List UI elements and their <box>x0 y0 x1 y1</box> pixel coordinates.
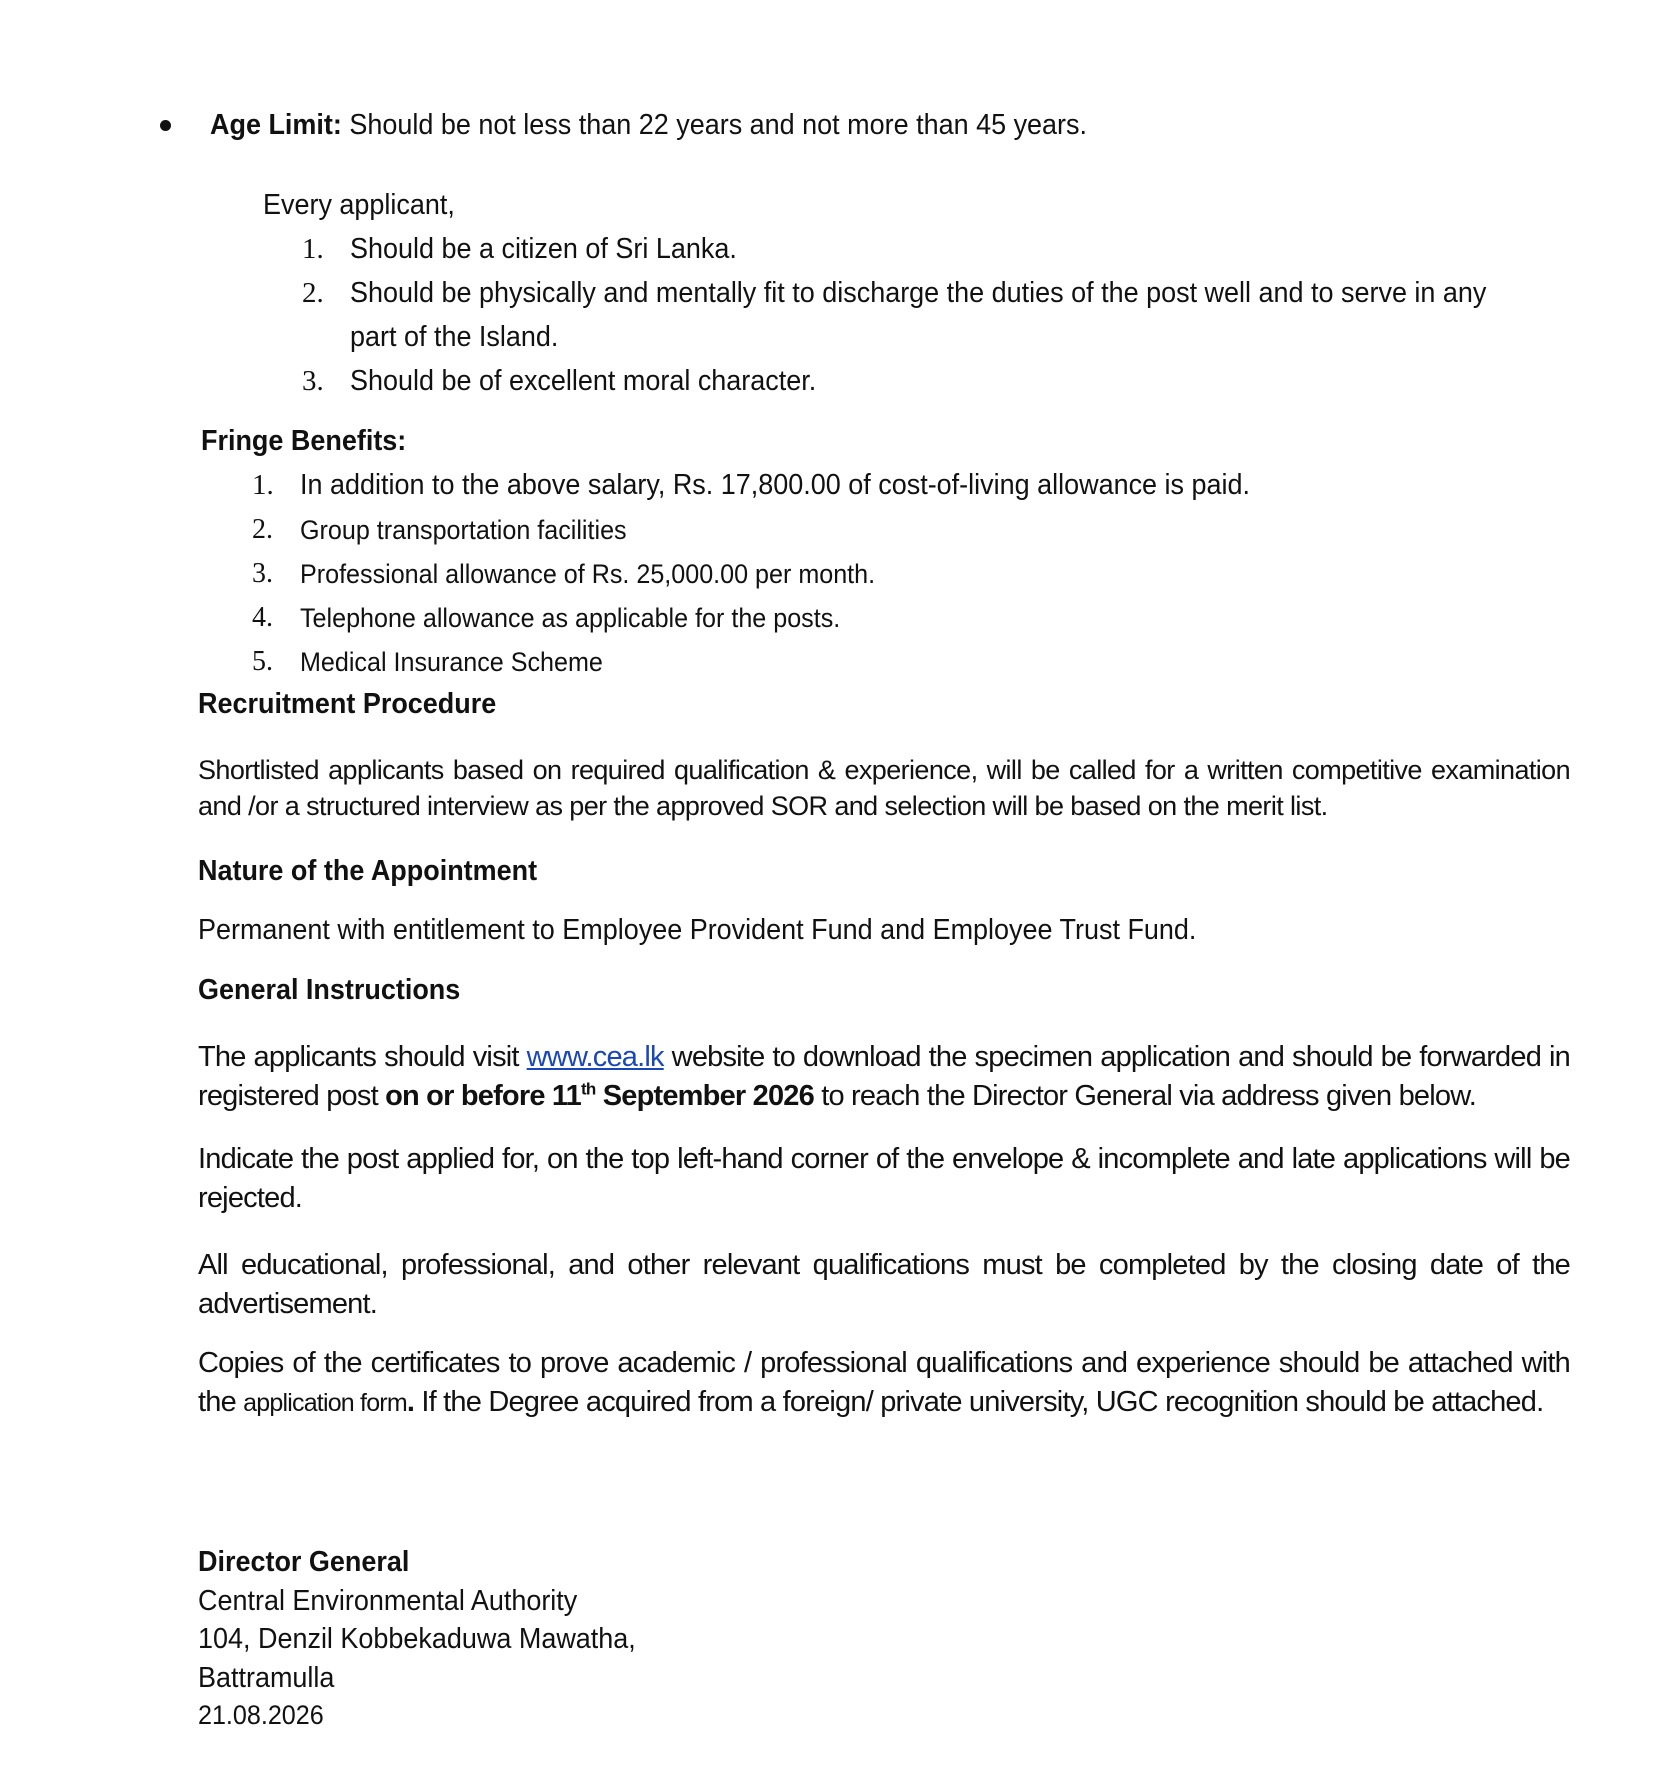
general-heading: General Instructions <box>198 974 461 1006</box>
date: 21.08.2026 <box>198 1700 324 1730</box>
age-limit-label: Age Limit: <box>210 109 342 141</box>
list-number: 5. <box>252 646 273 677</box>
text: The applicants should visit <box>198 1041 527 1073</box>
text: Copies of the certificates to prove academic / professional qualifications and experience should be attached with the <box>198 1347 1570 1418</box>
list-item: Telephone allowance as applicable for the posts. <box>300 603 841 633</box>
deadline-superscript: th <box>580 1079 596 1099</box>
list-item-continued: part of the Island. <box>350 321 559 353</box>
list-number: 2. <box>252 514 273 545</box>
address-line: 104, Denzil Kobbekaduwa Mawatha, <box>198 1623 636 1655</box>
general-paragraph-1 <box>198 1038 1570 1116</box>
address-line: Central Environmental Authority <box>198 1585 578 1617</box>
text: application form <box>243 1389 407 1417</box>
list-number: 1. <box>302 233 324 265</box>
list-item: Should be physically and mentally fit to discharge the duties of the post well and to serve in any <box>350 277 1487 309</box>
text: . <box>406 1386 415 1418</box>
fringe-benefits-heading: Fringe Benefits: <box>201 425 407 457</box>
general-paragraph-2: Indicate the post applied for, on the top left-hand corner of the envelope & incomplete and late applications will be rejected. <box>198 1143 1570 1214</box>
list-item: Professional allowance of Rs. 25,000.00 per month. <box>300 559 876 589</box>
list-number: 3. <box>302 365 324 397</box>
list-number: 4. <box>252 602 273 633</box>
nature-heading: Nature of the Appointment <box>198 855 538 887</box>
cea-website-link[interactable]: www.cea.lk <box>526 1041 664 1073</box>
text: website to download the specimen application and should be forwarded in registered post <box>198 1041 1570 1112</box>
deadline-text: on or before 11 <box>385 1080 581 1112</box>
list-item: Should be of excellent moral character. <box>350 365 817 397</box>
bullet-icon <box>160 120 171 131</box>
general-paragraph-4 <box>198 1344 1570 1423</box>
text: If the Degree acquired from a foreign/ private university, UGC recognition should be attached. <box>414 1386 1544 1418</box>
list-item: Group transportation facilities <box>300 515 627 545</box>
general-paragraph-3: All educational, professional, and other relevant qualifications must be completed by the closing date of the advertisement. <box>198 1249 1570 1320</box>
nature-text: Permanent with entitlement to Employee Provident Fund and Employee Trust Fund. <box>198 914 1197 946</box>
age-limit-line <box>210 106 1087 144</box>
recruitment-heading: Recruitment Procedure <box>198 688 497 720</box>
recruitment-text: Shortlisted applicants based on required qualification & experience, will be called for a written competitive examination and /or a structured interview as per the approved SOR and selection will be based on the merit list. <box>198 755 1570 821</box>
every-applicant-intro: Every applicant, <box>263 189 455 221</box>
deadline-text: September 2026 <box>595 1080 814 1112</box>
list-number: 1. <box>252 469 274 501</box>
signature-title: Director General <box>198 1546 410 1578</box>
list-number: 3. <box>252 558 273 589</box>
list-item: In addition to the above salary, Rs. 17,800.00 of cost-of-living allowance is paid. <box>300 469 1250 501</box>
list-item: Medical Insurance Scheme <box>300 647 603 677</box>
text: to reach the Director General via address given below. <box>813 1080 1476 1112</box>
address-line: Battramulla <box>198 1662 335 1694</box>
list-number: 2. <box>302 277 324 309</box>
age-limit-text: Should be not less than 22 years and not more than 45 years. <box>341 109 1088 141</box>
list-item: Should be a citizen of Sri Lanka. <box>350 233 737 265</box>
